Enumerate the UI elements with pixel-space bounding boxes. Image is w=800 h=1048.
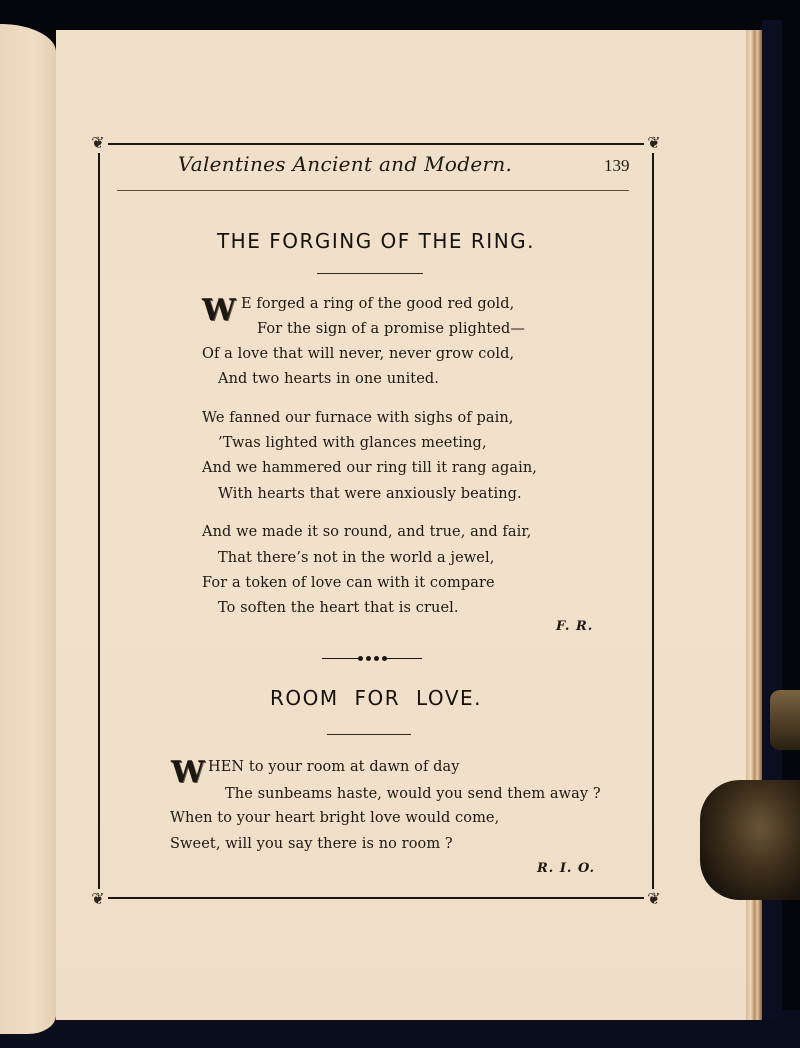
poem-line: For a token of love can with it compare [202, 575, 495, 591]
poem-line: And we hammered our ring till it rang again, [202, 460, 537, 476]
poem-attribution: R. I. O. [537, 861, 596, 876]
poem-line: ’Twas lighted with glances meeting, [218, 435, 487, 451]
poem-line: With hearts that were anxiously beating. [218, 486, 522, 502]
title-rule [327, 734, 411, 735]
poem-title-room-for-love: ROOM FOR LOVE. [270, 686, 482, 710]
poem-line: Of a love that will never, never grow cold, [202, 346, 515, 362]
title-rule [317, 273, 423, 274]
poem-line: That there’s not in the world a jewel, [218, 550, 495, 566]
left-page-curl [0, 24, 56, 1034]
corner-ornament-icon: ❦ [644, 133, 664, 153]
corner-ornament-icon: ❦ [88, 889, 108, 909]
corner-ornament-icon: ❦ [644, 889, 664, 909]
poem-line: And we made it so round, and true, and fair, [202, 524, 532, 540]
poem-title-forging-of-the-ring: THE FORGING OF THE RING. [216, 229, 536, 253]
corner-ornament-icon: ❦ [88, 133, 108, 153]
poem-line: The sunbeams haste, would you send them away ? [225, 786, 601, 802]
poem-line: We fanned our furnace with sighs of pain, [202, 410, 514, 426]
drop-cap-initial: W [171, 755, 201, 790]
poem-line: And two hearts in one united. [218, 371, 440, 387]
page-number: 139 [604, 156, 630, 175]
poem-line: Sweet, will you say there is no room ? [170, 836, 453, 852]
page-clip-holder [700, 780, 800, 900]
poem-line: To soften the heart that is cruel. [218, 600, 459, 616]
poem-line: HEN to your room at dawn of day [208, 759, 460, 775]
drop-cap-initial: W [202, 293, 232, 328]
poem-line: E forged a ring of the good red gold, [241, 296, 515, 312]
poem-line: For the sign of a promise plighted— [257, 321, 525, 337]
poem-line: When to your heart bright love would come, [170, 810, 500, 826]
header-rule [117, 190, 629, 191]
clip-holder-top [770, 690, 800, 750]
section-divider-ornament [322, 656, 422, 662]
poem-attribution: F. R. [556, 619, 594, 634]
running-head-title: Valentines Ancient and Modern. [177, 152, 513, 176]
